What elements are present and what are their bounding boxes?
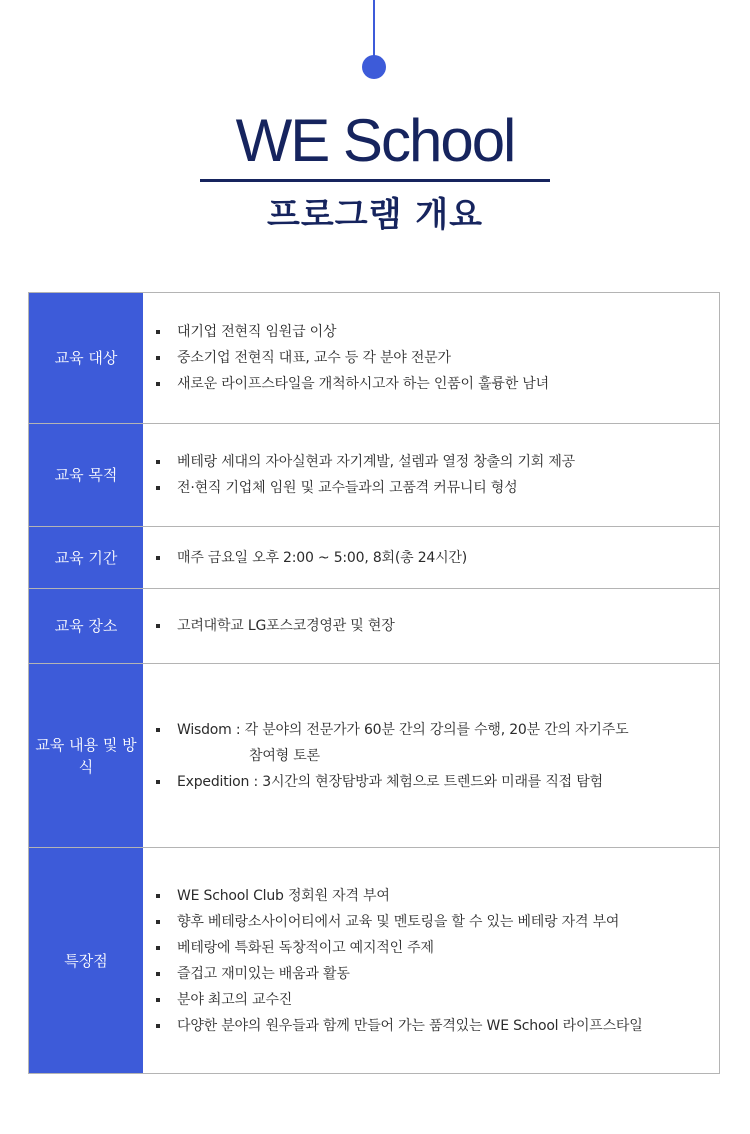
row-label: 특장점: [29, 848, 143, 1073]
page-subtitle: 프로그램 개요: [267, 195, 483, 235]
table-row: [29, 847, 719, 1073]
list-item: 베테랑에 특화된 독창적이고 예지적인 주제: [151, 938, 719, 958]
list-item-text: Wisdom : 각 분야의 전문가가 60분 간의 강의를 수행, 20분 간의 자기주도: [177, 721, 629, 738]
bullet-list: [151, 542, 719, 574]
list-item: 전·현직 기업체 임원 및 교수들과의 고품격 커뮤니티 형성: [151, 478, 719, 498]
title-divider: [200, 179, 550, 182]
row-content: [143, 293, 719, 423]
table-row: [29, 423, 719, 526]
list-item-continuation: 참여형 토론: [249, 747, 320, 764]
decorative-line: [373, 0, 375, 56]
list-item: Expedition : 3시간의 현장탐방과 체험으로 트렌드와 미래를 직접 탐험: [151, 772, 719, 792]
row-content: [143, 527, 719, 588]
table-row: [29, 293, 719, 423]
list-item: 대기업 전현직 임원급 이상: [151, 322, 719, 342]
program-overview-table: [28, 292, 720, 1074]
row-label: 교육 대상: [29, 293, 143, 423]
row-content: [143, 424, 719, 526]
bullet-list: [151, 714, 719, 798]
list-item: 베테랑 세대의 자아실현과 자기계발, 설렘과 열정 창출의 기회 제공: [151, 452, 719, 472]
row-label: 교육 목적: [29, 424, 143, 526]
bullet-list: [151, 610, 719, 642]
row-content: [143, 664, 719, 847]
list-item: 다양한 분야의 원우들과 함께 만들어 가는 품격있는 WE School 라이프스타일: [151, 1016, 719, 1036]
list-item: 새로운 라이프스타일을 개척하시고자 하는 인품이 훌륭한 남녀: [151, 374, 719, 394]
list-item: 고려대학교 LG포스코경영관 및 현장: [151, 616, 719, 636]
row-content: [143, 589, 719, 663]
list-item: 즐겁고 재미있는 배움과 활동: [151, 964, 719, 984]
table-row: [29, 588, 719, 663]
row-label: 교육 기간: [29, 527, 143, 588]
list-item: 분야 최고의 교수진: [151, 990, 719, 1010]
bullet-list: [151, 316, 719, 400]
bullet-list: [151, 446, 719, 504]
table-row: [29, 526, 719, 588]
decorative-dot: [362, 55, 386, 79]
bullet-list: [151, 880, 719, 1042]
list-item: WE School Club 정회원 자격 부여: [151, 886, 719, 906]
list-item: 중소기업 전현직 대표, 교수 등 각 분야 전문가: [151, 348, 719, 368]
list-item: [151, 720, 719, 766]
list-item: 매주 금요일 오후 2:00 ~ 5:00, 8회(총 24시간): [151, 548, 719, 568]
row-content: [143, 848, 719, 1073]
table-row: [29, 663, 719, 847]
row-label: 교육 내용 및 방식: [29, 664, 143, 847]
row-label: 교육 장소: [29, 589, 143, 663]
page-title: WE School: [235, 107, 515, 174]
list-item: 향후 베테랑소사이어티에서 교육 및 멘토링을 할 수 있는 베테랑 자격 부여: [151, 912, 719, 932]
